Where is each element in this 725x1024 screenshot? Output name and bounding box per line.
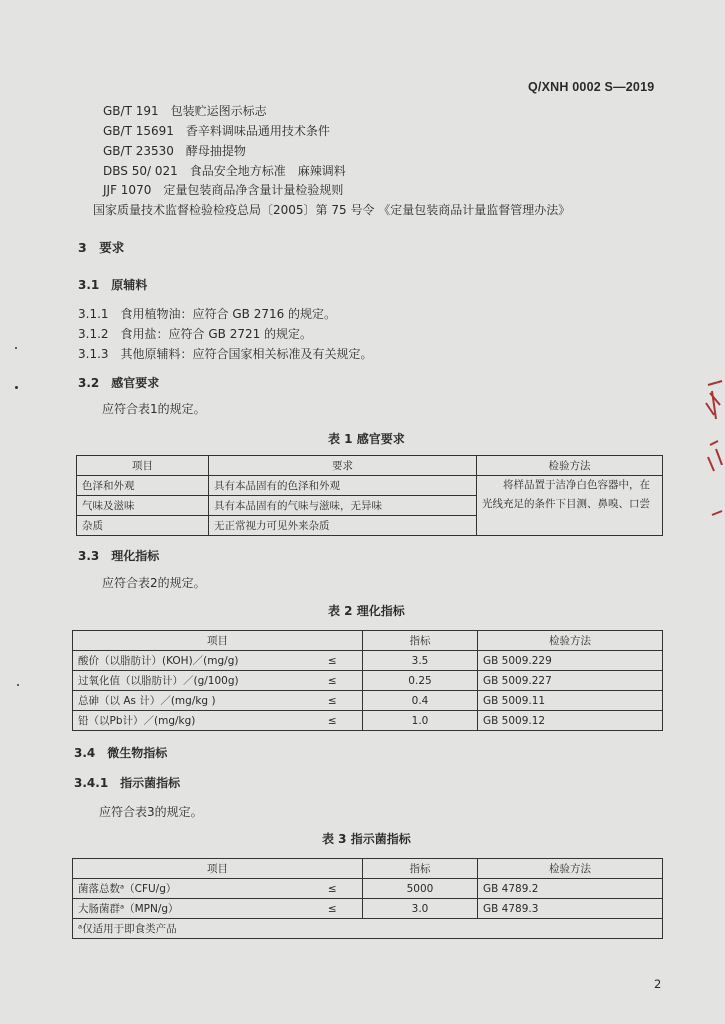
- paragraph: 应符合表3的规定。: [99, 805, 203, 819]
- table-row: [73, 711, 663, 731]
- section-heading: 3.4 微生物指标: [74, 746, 168, 760]
- table-cell: ≤: [303, 651, 363, 671]
- clause-text: 3.1.1 食用植物油：应符合 GB 2716 的规定。: [78, 307, 337, 321]
- table-cell: 酸价（以脂肪计）(KOH)／(mg/g): [73, 651, 303, 671]
- table-caption: 表 1 感官要求: [328, 432, 405, 446]
- scan-speck: [15, 347, 17, 349]
- section-heading: 3.1 原辅料: [78, 278, 148, 292]
- table-cell: 铅（以Pb计）／(mg/kg): [73, 711, 303, 731]
- page-number: 2: [654, 977, 662, 991]
- table-cell: 具有本品固有的气味与滋味，无异味: [209, 496, 477, 516]
- table-cell: 色泽和外观: [77, 476, 209, 496]
- table-cell: GB 4789.3: [478, 899, 663, 919]
- table-cell: 5000: [363, 879, 478, 899]
- scan-speck: [15, 386, 18, 389]
- table-cell: 3.0: [363, 899, 478, 919]
- reference-line: GB/T 15691 香辛料调味品通用技术条件: [103, 124, 330, 138]
- table-cell: ≤: [303, 879, 363, 899]
- table-cell: 菌落总数ᵃ（CFU/g）: [73, 879, 303, 899]
- table-header-cell: 指标: [363, 859, 478, 879]
- section-heading: 3 要求: [78, 240, 125, 255]
- table-row: [73, 691, 663, 711]
- table-cell: ≤: [303, 671, 363, 691]
- table-cell: 具有本品固有的色泽和外观: [209, 476, 477, 496]
- reference-line: GB/T 23530 酵母抽提物: [103, 144, 246, 158]
- reference-line: DBS 50/ 021 食品安全地方标准 麻辣调料: [103, 164, 346, 178]
- table-cell: GB 5009.227: [478, 671, 663, 691]
- table-cell: 过氧化值（以脂肪计）／(g/100g): [73, 671, 303, 691]
- table-cell: 0.25: [363, 671, 478, 691]
- table-row: [73, 879, 663, 899]
- scan-speck: [17, 684, 19, 686]
- table-caption: 表 2 理化指标: [328, 604, 405, 618]
- table-cell: 3.5: [363, 651, 478, 671]
- paragraph: 应符合表1的规定。: [102, 402, 206, 416]
- sensory-table: [76, 455, 663, 536]
- indicator-bacteria-table: [72, 858, 663, 939]
- table-cell: 大肠菌群ᵃ（MPN/g）: [73, 899, 303, 919]
- document-code: Q/XNH 0002 S—2019: [528, 80, 655, 94]
- table-cell: ≤: [303, 691, 363, 711]
- table-row: [77, 476, 663, 496]
- reference-line: JJF 1070 定量包装商品净含量计量检验规则: [103, 183, 344, 197]
- table-header-cell: 项目: [73, 859, 363, 879]
- edge-stamp-fragment: [700, 375, 725, 525]
- table-row: [73, 671, 663, 691]
- table-row: [73, 651, 663, 671]
- clause-text: 3.1.2 食用盐：应符合 GB 2721 的规定。: [78, 327, 313, 341]
- section-heading: 3.4.1 指示菌指标: [74, 776, 181, 790]
- section-heading: 3.3 理化指标: [78, 549, 160, 563]
- table-header-cell: 要求: [209, 456, 477, 476]
- table-header-cell: 指标: [363, 631, 478, 651]
- table-header-cell: 检验方法: [477, 456, 663, 476]
- method-cell: 将样品置于洁净白色容器中，在光线充足的条件下目测、鼻嗅、口尝: [477, 476, 663, 536]
- table-caption: 表 3 指示菌指标: [322, 832, 411, 846]
- table-header-cell: 项目: [77, 456, 209, 476]
- table-cell: GB 5009.229: [478, 651, 663, 671]
- table-cell: GB 4789.2: [478, 879, 663, 899]
- table-cell: 无正常视力可见外来杂质: [209, 516, 477, 536]
- table-cell: 气味及滋味: [77, 496, 209, 516]
- table-cell: ≤: [303, 899, 363, 919]
- clause-text: 3.1.3 其他原辅料：应符合国家相关标准及有关规定。: [78, 347, 373, 361]
- table-cell: 0.4: [363, 691, 478, 711]
- table-header-cell: 检验方法: [478, 631, 663, 651]
- table-cell: GB 5009.12: [478, 711, 663, 731]
- table-cell: GB 5009.11: [478, 691, 663, 711]
- table-row: [73, 899, 663, 919]
- table-header-cell: 检验方法: [478, 859, 663, 879]
- physicochemical-table: [72, 630, 663, 731]
- table-cell: 总砷（以 As 计）／(mg/kg ): [73, 691, 303, 711]
- reference-line: GB/T 191 包装贮运图示标志: [103, 104, 267, 118]
- paragraph: 应符合表2的规定。: [102, 576, 206, 590]
- reference-line: 国家质量技术监督检验检疫总局〔2005〕第 75 号令 《定量包装商品计量监督管理办法》: [93, 203, 571, 217]
- table-footnote: ᵃ仅适用于即食类产品: [73, 919, 663, 939]
- table-cell: 杂质: [77, 516, 209, 536]
- section-heading: 3.2 感官要求: [78, 376, 160, 390]
- table-cell: ≤: [303, 711, 363, 731]
- table-cell: 1.0: [363, 711, 478, 731]
- table-header-cell: 项目: [73, 631, 363, 651]
